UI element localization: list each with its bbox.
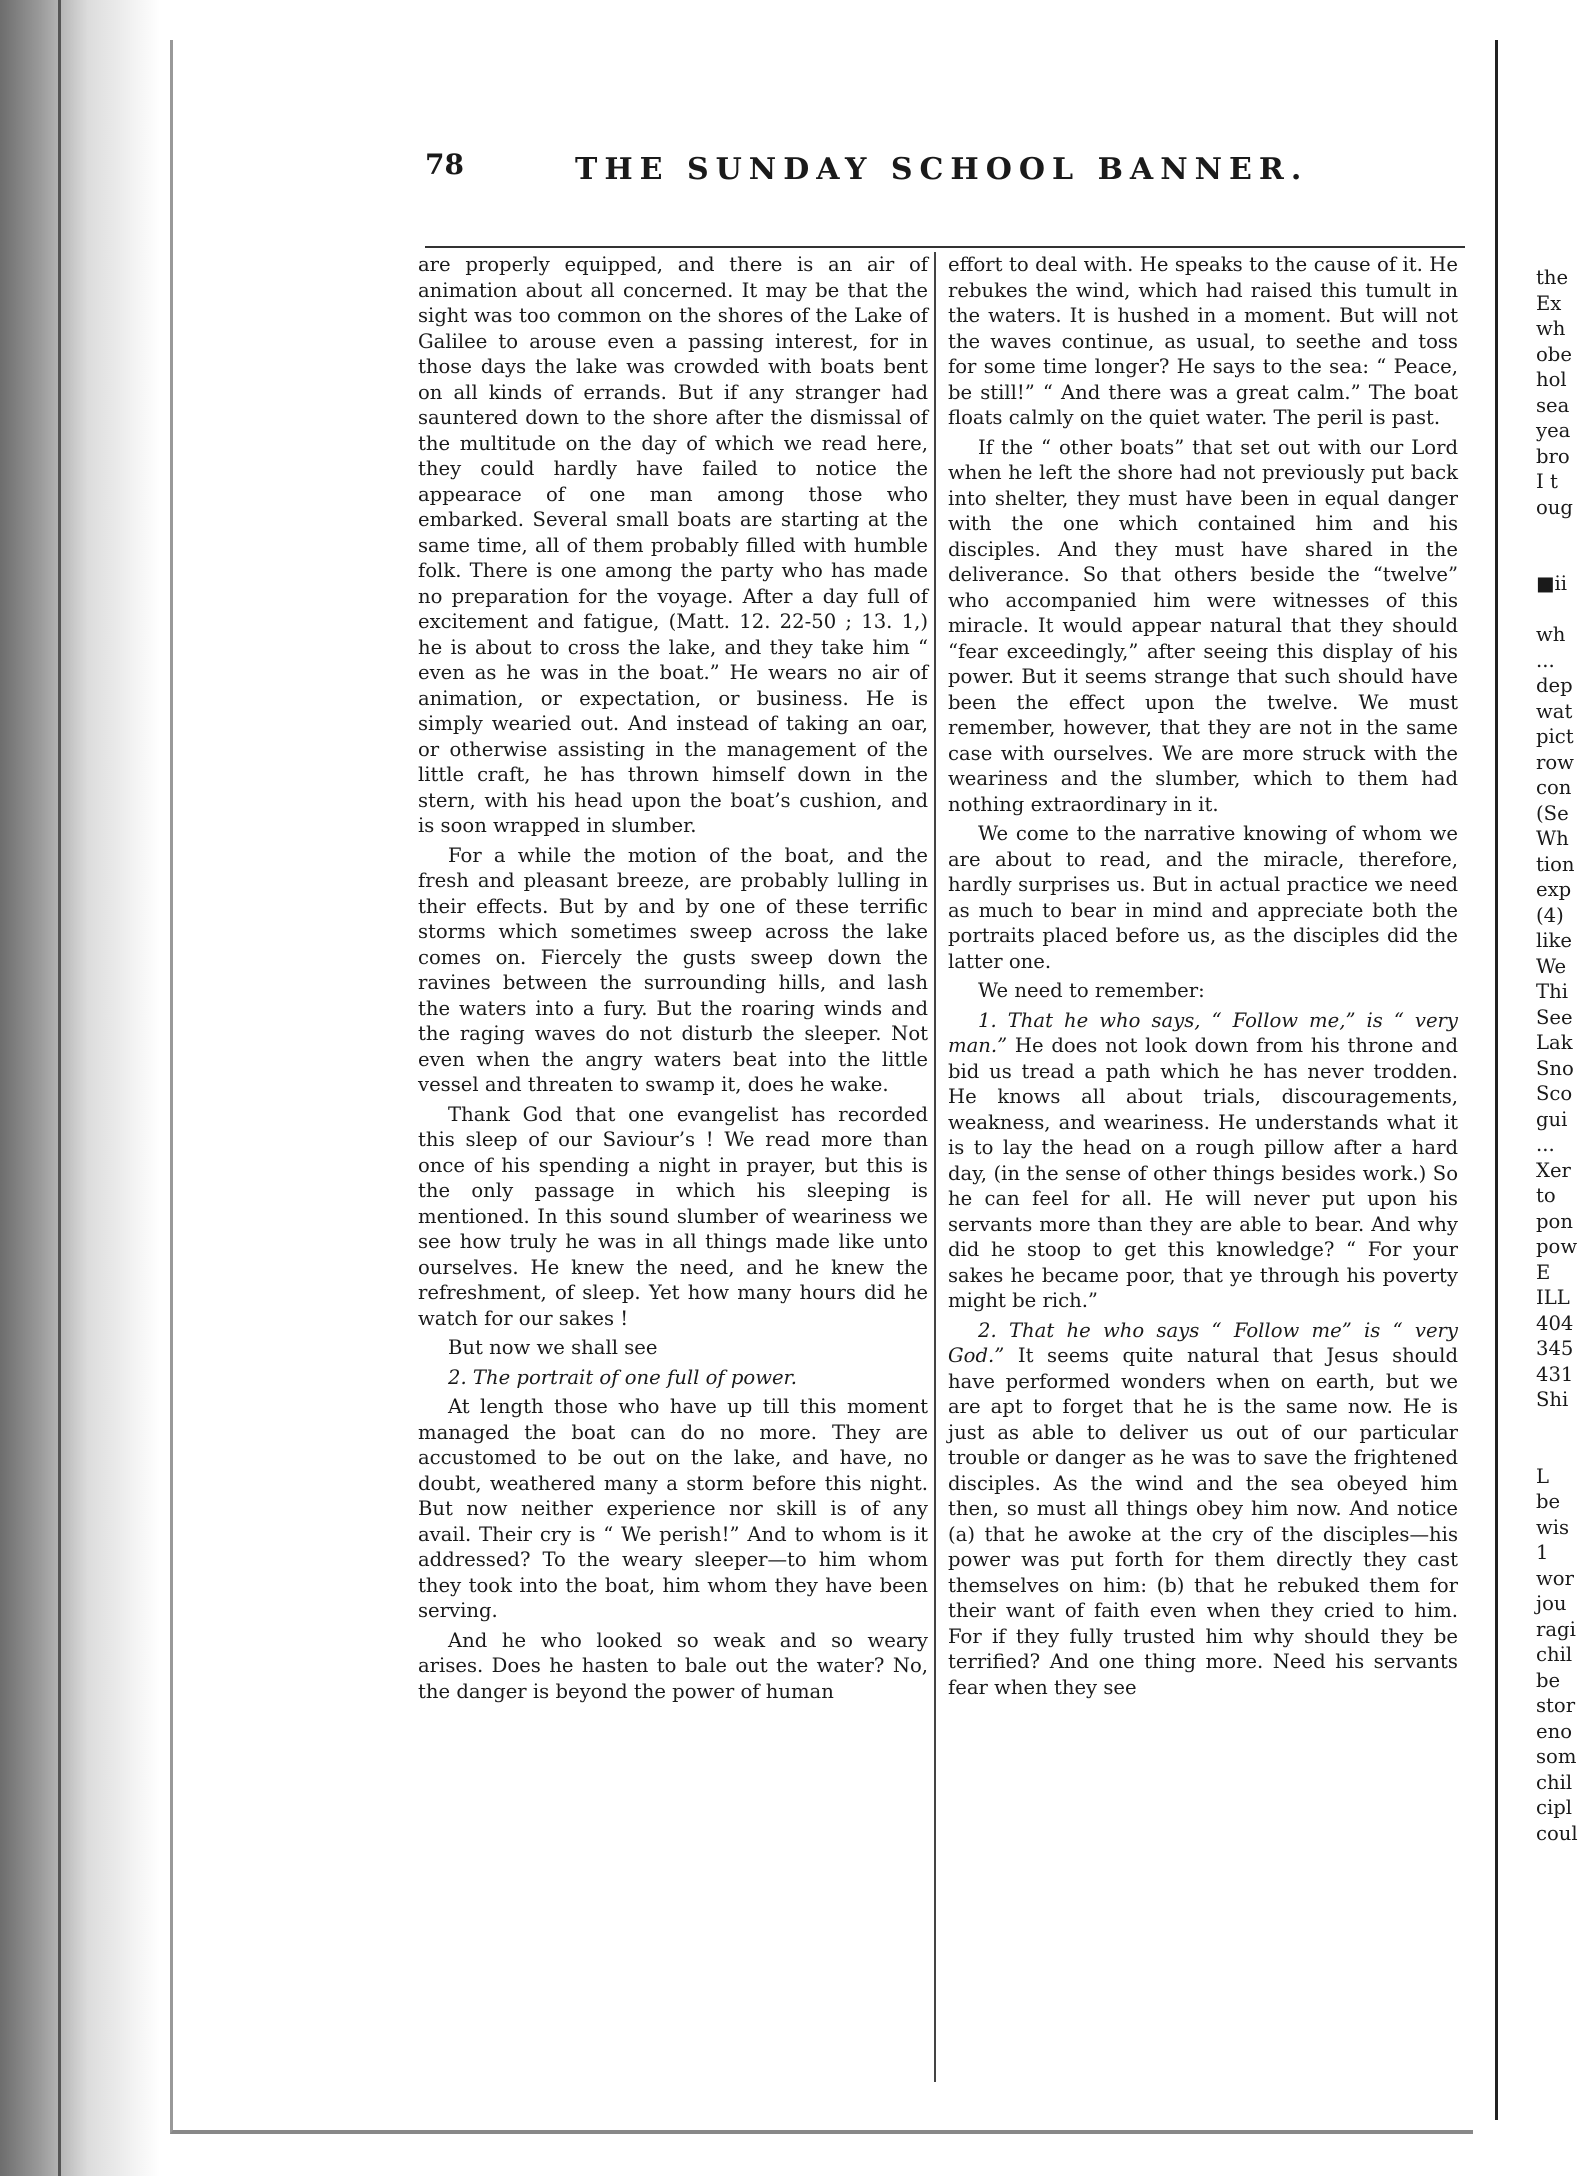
- edge-fragment: ■ii: [1536, 572, 1568, 595]
- edge-fragment: [1536, 1438, 1568, 1464]
- edge-fragment: chil: [1536, 1643, 1573, 1666]
- edge-fragment: stor: [1536, 1694, 1576, 1717]
- edge-fragment: ragi: [1536, 1617, 1576, 1641]
- edge-fragment: 404: [1536, 1311, 1574, 1335]
- edge-fragment: som: [1536, 1745, 1577, 1768]
- point-one: [948, 1008, 1458, 1314]
- edge-fragment: E: [1536, 1260, 1551, 1284]
- section-heading: 2. The portrait of one full of power.: [448, 1365, 798, 1389]
- edge-fragment: Ex: [1536, 291, 1562, 315]
- edge-fragment: ...: [1536, 1133, 1555, 1156]
- edge-fragment: oug: [1536, 495, 1573, 519]
- edge-fragment: pow: [1536, 1235, 1578, 1258]
- running-title: THE SUNDAY SCHOOL BANNER.: [575, 152, 1309, 187]
- edge-fragment: yea: [1536, 419, 1571, 442]
- edge-fragment: obe: [1536, 342, 1572, 366]
- edge-fragment: chil: [1536, 1770, 1573, 1794]
- edge-fragment: the: [1536, 266, 1569, 289]
- edge-fragment: (4): [1536, 903, 1564, 927]
- edge-fragment: [1536, 1413, 1568, 1439]
- edge-fragment: Sno: [1536, 1056, 1574, 1080]
- point-two-lead: 2. That he who says “ Follow me” is “ very God.”: [948, 1318, 1458, 1367]
- edge-fragment: Lak: [1536, 1031, 1573, 1054]
- edge-fragment: bro: [1536, 444, 1570, 468]
- edge-fragment: wat: [1536, 699, 1573, 723]
- paragraph: are properly equipped, and there is an air of animation about all concerned. It may be that the sight was too common on the shores of the Lake of Galilee to arouse even a passing interest, for in those days the lake was crowded with boats bent on all kinds of errands. But if any stranger had sauntered down to the shore after the dismissal of the multitude on the day of which we read here, they could hardly have failed to notice the appearace of one man among those who embarked. Several small boats are starting at the same time, all of them probably filled with humble folk. There is one among the party who has made no preparation for the voyage. After a day full of excitement and fatigue, (Matt. 12. 22-50 ; 13. 1,) he is about to cross the lake, and they take him “ even as he was in the boat.” He wears no air of animation, or expectation, or business. He is simply wearied out. And instead of taking an oar, or otherwise assisting in the management of the little craft, he has thrown himself down in the stern, with his head upon the boat’s cushion, and is soon wrapped in slumber.: [418, 253, 928, 837]
- edge-fragment: wh: [1536, 623, 1566, 646]
- edge-fragment: (Se: [1536, 801, 1569, 825]
- paragraph: We need to remember:: [978, 979, 1205, 1002]
- point-one-body: He does not look down from his throne and bid us tread a path which he has never trodden. He knows all about trials, discouragements, weakness, and weariness. He understands what it is to lay the head on a rough pillow after a hard day, (in the sense of other things besides work.) So he can feel for all. He will never put upon his servants more than they are able to bear. And why did he stoop to get this knowledge? “ For your sakes he became poor, that ye through his poverty might be rich.”: [948, 1034, 1458, 1312]
- edge-fragment: See: [1536, 1005, 1573, 1029]
- left-column: [418, 252, 928, 1704]
- point-one-lead: 1. That he who says, “ Follow me,” is “ very man.”: [948, 1008, 1458, 1057]
- edge-fragment: Wh: [1536, 827, 1569, 850]
- paragraph: Thank God that one evangelist has recorded this sleep of our Saviour’s ! We read more than once of his spending a night in prayer, but this is the only passage in which his sleeping is mentioned. In this sound slumber of weariness we see how truly he was in all things made like unto ourselves. He knew the need, and he knew the refreshment, of sleep. Yet how many hours did he watch for our sakes !: [418, 1102, 928, 1330]
- edge-fragment: 345: [1536, 1337, 1574, 1360]
- edge-fragment: Xer: [1536, 1158, 1571, 1182]
- edge-fragment: L: [1536, 1464, 1550, 1488]
- edge-fragment: tion: [1536, 852, 1575, 876]
- edge-fragment: wh: [1536, 317, 1566, 340]
- edge-fragment: [1536, 520, 1568, 546]
- edge-fragment: gui: [1536, 1107, 1568, 1131]
- edge-fragment: [1536, 597, 1568, 623]
- edge-fragment: coul: [1536, 1821, 1578, 1845]
- edge-fragment: [1536, 546, 1568, 572]
- edge-fragment: row: [1536, 750, 1574, 774]
- header-rule: [425, 246, 1465, 248]
- column-divider: [934, 252, 936, 2082]
- page-number: 78: [425, 148, 464, 181]
- edge-fragment: jou: [1536, 1592, 1567, 1615]
- next-page-fragments: [1536, 265, 1578, 1846]
- paragraph: For a while the motion of the boat, and the fresh and pleasant breeze, are probably lulling in their effects. But by and by one of these terrific storms which sometimes sweep across the lake comes on. Fiercely the gusts sweep down the ravines between the surrounding hills, and lash the waters into a fury. But the roaring winds and the raging waves do not disturb the sleeper. Not even when the angry waters beat into the little vessel and threaten to swamp it, does he wake.: [418, 843, 928, 1096]
- paragraph: And he who looked so weak and so weary arises. Does he hasten to bale out the water? No, the danger is beyond the power of human: [418, 1628, 928, 1703]
- paragraph: But now we shall see: [448, 1336, 658, 1359]
- edge-fragment: like: [1536, 929, 1573, 952]
- edge-fragment: Sco: [1536, 1082, 1573, 1105]
- edge-fragment: be: [1536, 1490, 1561, 1513]
- edge-fragment: ILL: [1536, 1286, 1570, 1309]
- edge-fragment: dep: [1536, 674, 1573, 697]
- edge-fragment: pon: [1536, 1209, 1573, 1233]
- edge-fragment: eno: [1536, 1719, 1573, 1743]
- page-header: [425, 148, 1465, 208]
- binding-edge: [58, 0, 61, 2176]
- edge-fragment: pict: [1536, 725, 1574, 748]
- edge-fragment: con: [1536, 776, 1572, 799]
- edge-fragment: Shi: [1536, 1388, 1569, 1411]
- edge-fragment: 431: [1536, 1362, 1574, 1386]
- edge-fragment: We: [1536, 954, 1567, 978]
- edge-fragment: wor: [1536, 1566, 1574, 1590]
- point-two: [948, 1318, 1458, 1701]
- paragraph: We come to the narrative knowing of whom we are about to read, and the miracle, therefore, hardly surprises us. But in actual practice we need as much to bear in mind and appreciate both the portraits placed before us, as the disciples did the latter one.: [948, 822, 1458, 973]
- edge-fragment: ...: [1536, 648, 1555, 672]
- edge-fragment: hol: [1536, 368, 1567, 391]
- edge-fragment: Thi: [1536, 980, 1568, 1003]
- edge-fragment: I t: [1536, 470, 1558, 493]
- edge-fragment: exp: [1536, 878, 1572, 901]
- book-binding-shadow: [0, 0, 160, 2176]
- edge-fragment: wis: [1536, 1515, 1570, 1539]
- edge-fragment: 1: [1536, 1541, 1549, 1564]
- paragraph: At length those who have up till this moment managed the boat can do no more. They are accustomed to be out on the lake, and have, no doubt, weathered many a storm before this night. But now neither experience nor skill is of any avail. Their cry is “ We perish!” And to whom is it addressed? To the weary sleeper—to him whom they took into the boat, him whom they have been serving.: [418, 1395, 928, 1622]
- right-column: [948, 252, 1458, 1700]
- edge-fragment: to: [1536, 1184, 1556, 1207]
- paragraph: effort to deal with. He speaks to the cause of it. He rebukes the wind, which had raised this tumult in the waters. It is hushed in a moment. But will not the waves continue, as usual, to seethe and toss for some time longer? He says to the sea: “ Peace, be still!” “ And there was a great calm.” The boat floats calmly on the quiet water. The peril is past.: [948, 253, 1458, 429]
- point-two-body: It seems quite natural that Jesus should have performed wonders when on earth, but we are apt to forget that he is the same now. He is just as able to deliver us out of our particular trouble or danger as he was to save the frightened disciples. As the wind and the sea obeyed him then, so must all things obey him now. And notice (a) that he awoke at the cry of the disciples—his power was put forth for them directly they cast themselves on him: (b) that he rebuked them for their want of faith even when they cried to him. For if they fully trusted him why should they be terrified? And one thing more. Need his servants fear when they see: [948, 1344, 1458, 1699]
- edge-fragment: cipl: [1536, 1796, 1573, 1819]
- edge-fragment: sea: [1536, 393, 1570, 417]
- edge-fragment: be: [1536, 1668, 1561, 1692]
- paragraph: If the “ other boats” that set out with our Lord when he left the shore had not previously put back into shelter, they must have been in equal danger with the one which contained him and his disciples. And they must have shared in the deliverance. So that others beside the “twelve” who accompanied him were witnesses of this miracle. It would appear natural that they should “fear exceedingly,” after seeing this display of his power. But it seems strange that such should have been the effect upon the twelve. We must remember, however, that they are not in the same case with ourselves. We are more struck with the weariness and the slumber, which to them had nothing extraordinary in it.: [948, 435, 1458, 816]
